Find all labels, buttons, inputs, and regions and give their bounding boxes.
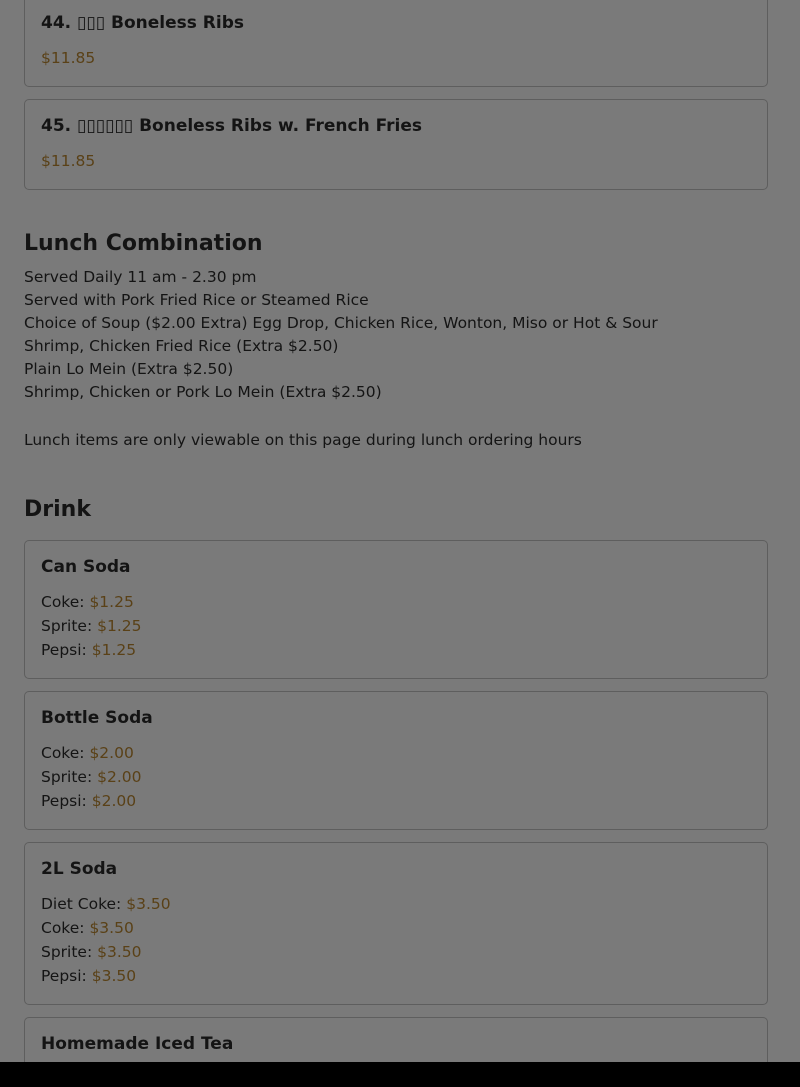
drink-option	[41, 614, 142, 638]
drink-options	[41, 892, 171, 988]
option-price: $3.50	[89, 919, 134, 937]
drink-option	[41, 638, 142, 662]
lunch-info-line: Shrimp, Chicken or Pork Lo Mein (Extra $2.50)	[24, 383, 382, 401]
option-price: $1.25	[91, 641, 137, 659]
lunch-hours-note: Lunch items are only viewable on this page during lunch ordering hours	[24, 431, 582, 449]
option-price: $3.50	[126, 895, 171, 913]
drink-option	[41, 916, 171, 940]
drink-item-card[interactable]	[24, 1017, 768, 1062]
option-price: $1.25	[89, 593, 134, 611]
option-name: Pepsi:	[41, 641, 87, 659]
drink-option	[41, 940, 171, 964]
lunch-info-line: Shrimp, Chicken Fried Rice (Extra $2.50)	[24, 337, 339, 355]
lunch-info-list	[24, 266, 658, 404]
option-name: Coke:	[41, 593, 85, 611]
menu-item-card[interactable]	[24, 99, 768, 190]
drink-options	[41, 590, 142, 662]
menu-item-title: 45. ▯▯▯▯▯▯ Boneless Ribs w. French Fries	[41, 116, 423, 136]
option-price: $3.50	[91, 967, 137, 985]
lunch-info-line: Served Daily 11 am - 2.30 pm	[24, 268, 257, 286]
drink-item-title: Homemade Iced Tea	[41, 1034, 234, 1054]
option-price: $3.50	[97, 943, 142, 961]
option-name: Sprite:	[41, 617, 93, 635]
option-price: $2.00	[97, 768, 142, 786]
menu-item-price: $11.85	[41, 152, 96, 170]
drink-option	[41, 964, 171, 988]
menu-item-card[interactable]	[24, 0, 768, 87]
drink-item-title: 2L Soda	[41, 859, 118, 879]
drink-item-title: Bottle Soda	[41, 708, 153, 728]
drink-item-title: Can Soda	[41, 557, 131, 577]
menu-item-price: $11.85	[41, 49, 96, 67]
lunch-info-line: Served with Pork Fried Rice or Steamed Rice	[24, 291, 369, 309]
option-name: Pepsi:	[41, 792, 87, 810]
drink-option	[41, 789, 142, 813]
section-title-drink: Drink	[24, 497, 91, 522]
option-name: Pepsi:	[41, 967, 87, 985]
option-name: Sprite:	[41, 768, 93, 786]
option-name: Coke:	[41, 744, 85, 762]
option-price: $2.00	[91, 792, 137, 810]
option-name: Diet Coke:	[41, 895, 122, 913]
drink-option	[41, 765, 142, 789]
drink-item-card[interactable]	[24, 691, 768, 830]
bottom-bar	[0, 1062, 800, 1087]
drink-options	[41, 741, 142, 813]
lunch-info-line: Choice of Soup ($2.00 Extra) Egg Drop, Chicken Rice, Wonton, Miso or Hot & Sour	[24, 314, 658, 332]
drink-item-card[interactable]	[24, 842, 768, 1005]
option-price: $2.00	[89, 744, 134, 762]
option-name: Sprite:	[41, 943, 93, 961]
menu-item-title: 44. ▯▯▯ Boneless Ribs	[41, 13, 245, 33]
lunch-info-line: Plain Lo Mein (Extra $2.50)	[24, 360, 234, 378]
drink-option	[41, 590, 142, 614]
option-name: Coke:	[41, 919, 85, 937]
section-title-lunch: Lunch Combination	[24, 231, 263, 256]
drink-option	[41, 892, 171, 916]
drink-option	[41, 741, 142, 765]
drink-item-card[interactable]	[24, 540, 768, 679]
option-price: $1.25	[97, 617, 142, 635]
